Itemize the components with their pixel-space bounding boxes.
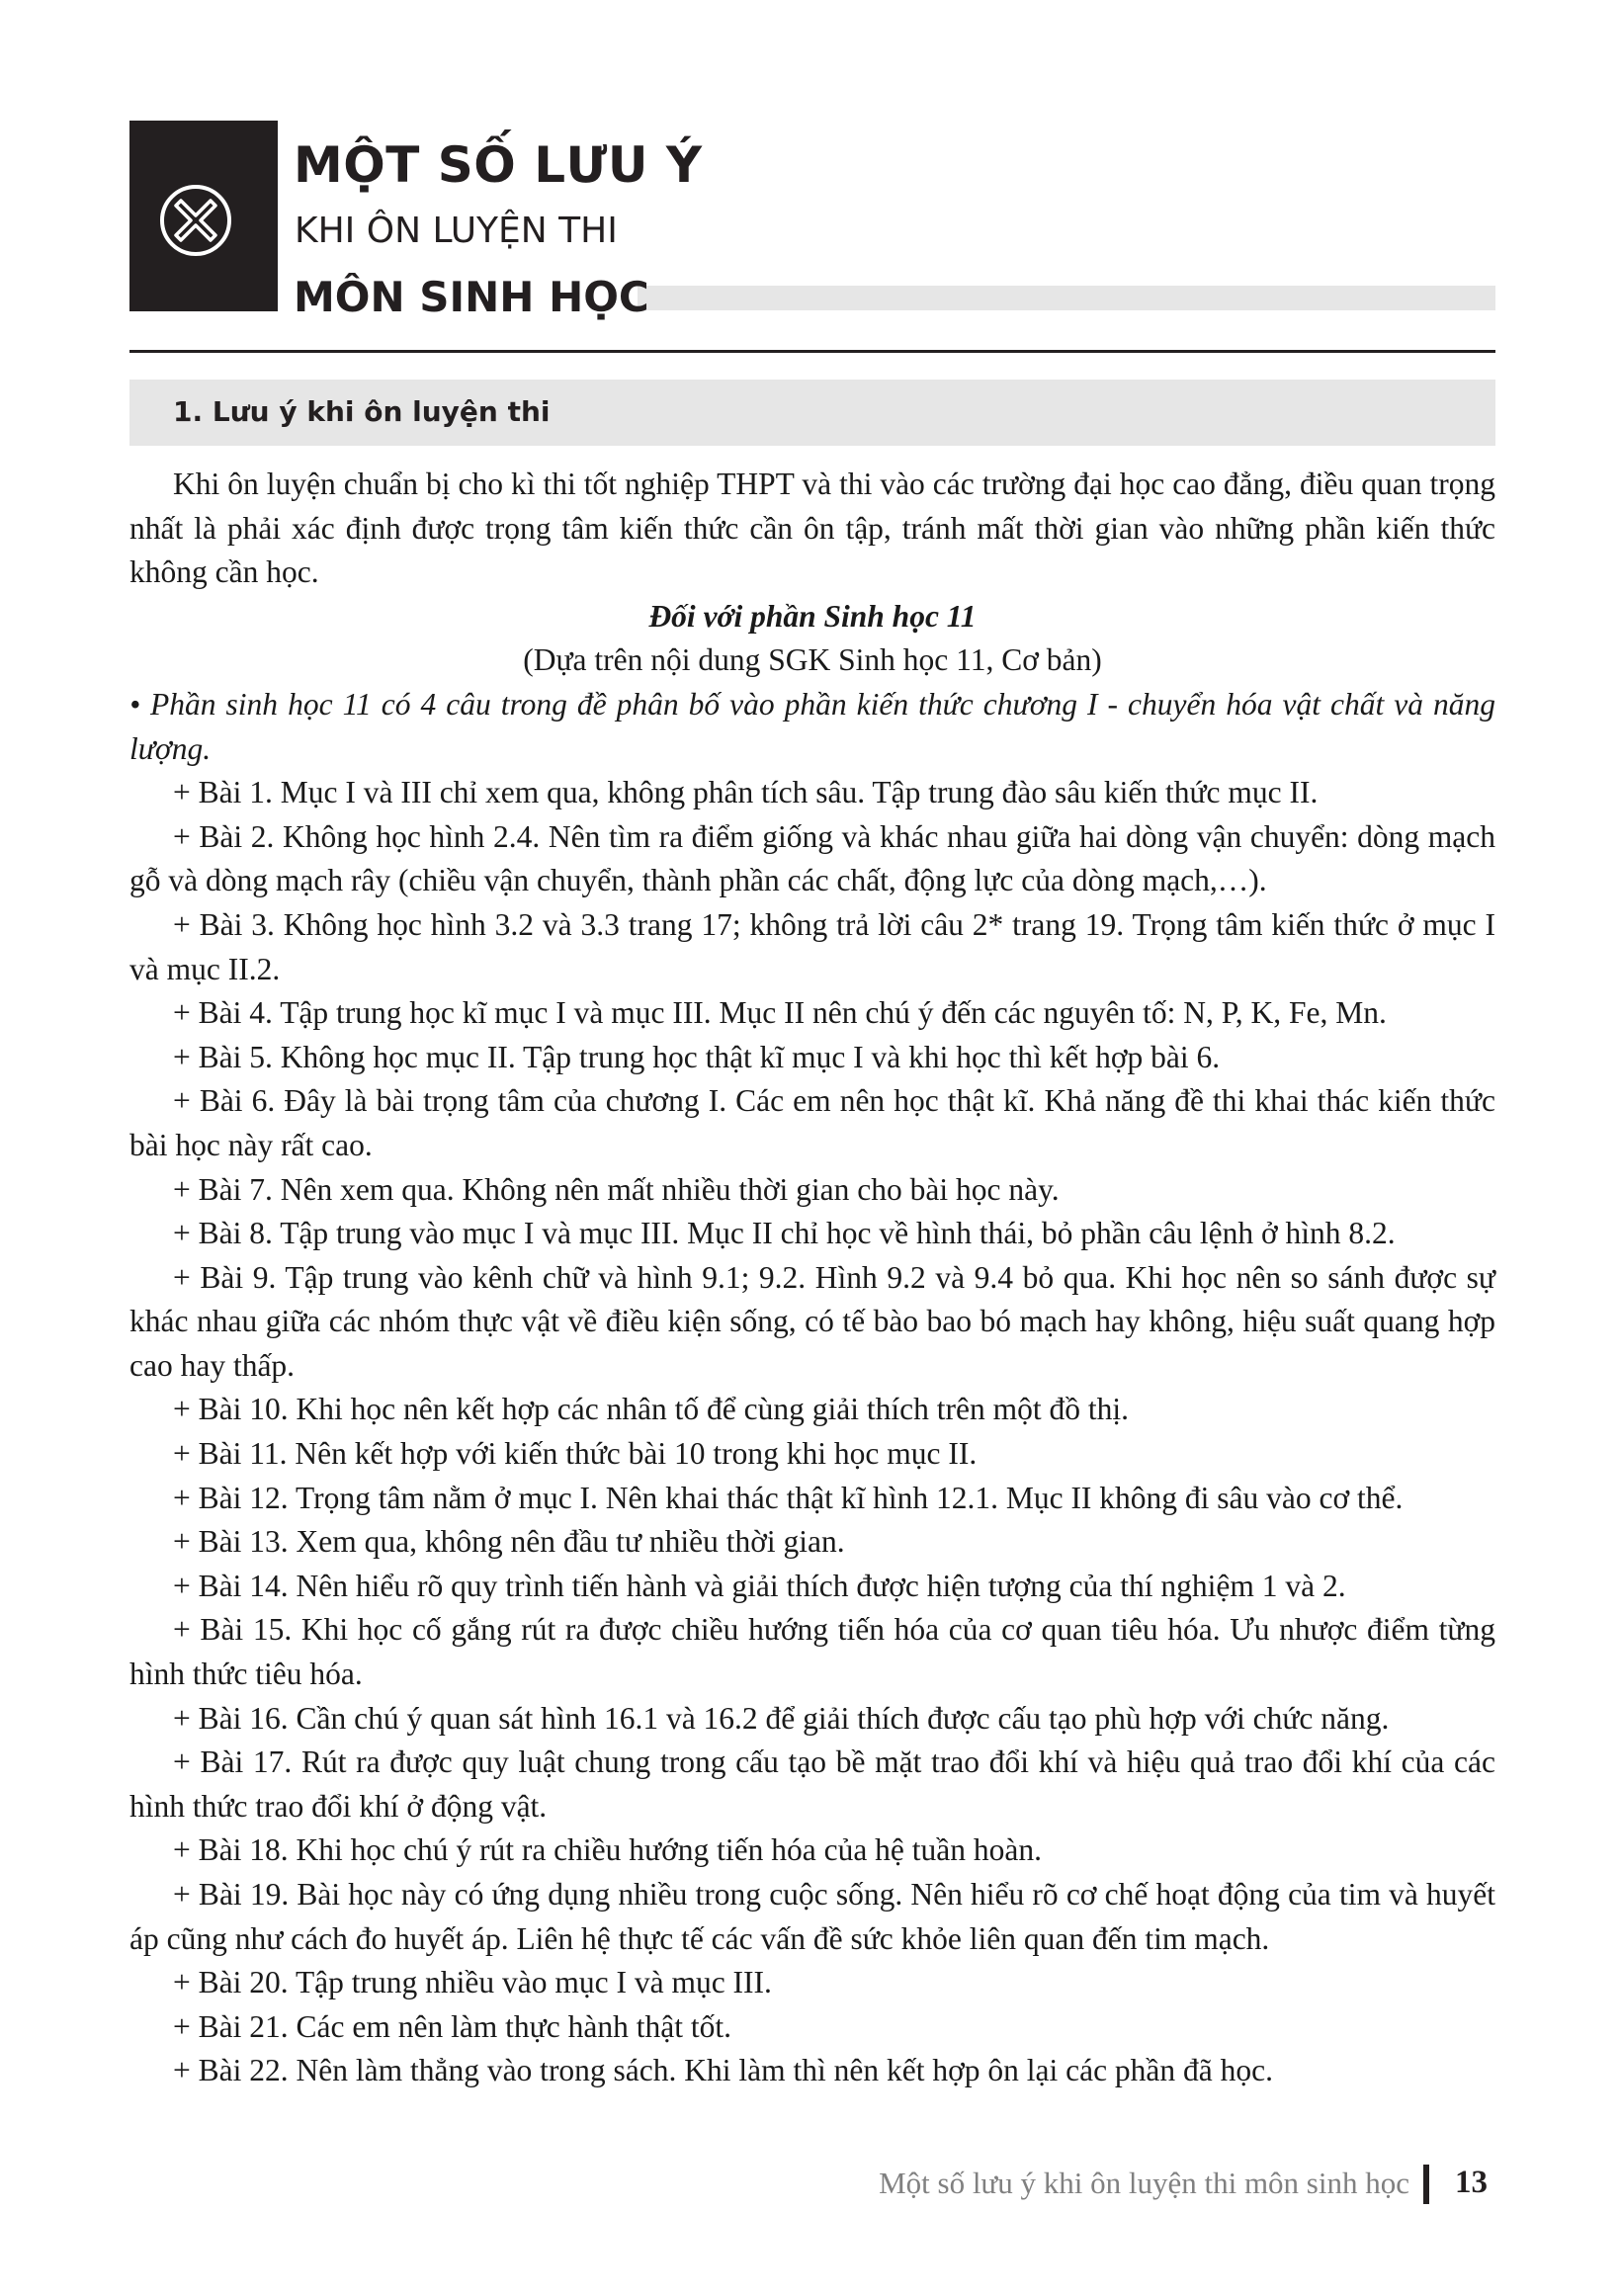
list-item-bai-21: + Bài 21. Các em nên làm thực hành thật tốt. [173,2008,731,2044]
bullet-paragraph: • Phần sinh học 11 có 4 câu trong đề phân bố vào phần kiến thức chương I - chuyển hóa vật chất và năng lượng. [129,686,1495,766]
list-item-bai-3: + Bài 3. Không học hình 3.2 và 3.3 trang 17; không trả lời câu 2* trang 19. Trọng tâm kiến thức ở mục I và mục II.2. [129,906,1495,986]
list-item-bai-4: + Bài 4. Tập trung học kĩ mục I và mục III. Mục II nên chú ý đến các nguyên tố: N, P, K, Fe, Mn. [173,995,1387,1031]
intro-paragraph: Khi ôn luyện chuẩn bị cho kì thi tốt nghiệp THPT và thi vào các trường đại học cao đẳng, điều quan trọng nhất là phải xác định được trọng tâm kiến thức cần ôn tập, tránh mất thời gian vào những phần kiến thức không cần học. [129,467,1495,590]
list-item-bai-17: + Bài 17. Rút ra được quy luật chung trong cấu tạo bề mặt trao đổi khí và hiệu quả trao đổi khí của các hình thức trao đổi khí ở động vật. [129,1744,1495,1824]
list-item-bai-20: + Bài 20. Tập trung nhiều vào mục I và mục III. [173,1965,772,2000]
chapter-title-line-1: MỘT SỐ LƯU Ý [294,136,703,194]
list-item-bai-5: + Bài 5. Không học mục II. Tập trung học thật kĩ mục I và khi học thì kết hợp bài 6. [173,1039,1221,1074]
list-item-bai-2: + Bài 2. Không học hình 2.4. Nên tìm ra điểm giống và khác nhau giữa hai dòng vận chuyển: dòng mạch gỗ và dòng mạch rây (chiều vận chuyển, thành phần các chất, động lực của dòng mạch,…). [129,818,1495,898]
list-item-bai-10: + Bài 10. Khi học nên kết hợp các nhân tố để cùng giải thích trên một đồ thị. [173,1392,1129,1427]
list-item-bai-12: + Bài 12. Trọng tâm nằm ở mục I. Nên khai thác thật kĩ hình 12.1. Mục II không đi sâu vào cơ thể. [173,1480,1404,1515]
list-item-bai-16: + Bài 16. Cần chú ý quan sát hình 16.1 và 16.2 để giải thích được cấu tạo phù hợp với chức năng. [173,1700,1390,1736]
list-item-bai-18: + Bài 18. Khi học chú ý rút ra chiều hướng tiến hóa của hệ tuần hoàn. [173,1832,1043,1868]
list-item-bai-6: + Bài 6. Đây là bài trọng tâm của chương I. Các em nên học thật kĩ. Khả năng đề thi khai thác kiến thức bài học này rất cao. [129,1083,1495,1162]
list-item-bai-8: + Bài 8. Tập trung vào mục I và mục III. Mục II chỉ học về hình thái, bỏ phần câu lệnh ở hình 8.2. [173,1216,1396,1251]
page-number: 13 [1455,2165,1488,2200]
body-text [129,463,1495,2093]
list-item-bai-19: + Bài 19. Bài học này có ứng dụng nhiều trong cuộc sống. Nên hiểu rõ cơ chế hoạt động của tim và huyết áp cũng như cách đo huyết áp. Liên hệ thực tế các vấn đề sức khỏe liên quan đến tim mạch. [129,1877,1495,1956]
list-item-bai-14: + Bài 14. Nên hiểu rõ quy trình tiến hành và giải thích được hiện tượng của thí nghiệm 1 và 2. [173,1568,1346,1603]
subheading: Đối với phần Sinh học 11 [648,598,977,634]
list-item-bai-22: + Bài 22. Nên làm thẳng vào trong sách. Khi làm thì nên kết hợp ôn lại các phần đã học. [173,2053,1274,2088]
footer-separator [1423,2165,1429,2204]
running-footer-title: Một số lưu ý khi ôn luyện thi môn sinh học [879,2166,1409,2200]
section-title: 1. Lưu ý khi ôn luyện thi [173,395,551,428]
x-circle-icon [157,182,234,259]
chapter-title-line-3: MÔN SINH HỌC [294,273,649,321]
list-item-bai-7: + Bài 7. Nên xem qua. Không nên mất nhiều thời gian cho bài học này. [173,1171,1060,1207]
header-divider [129,350,1495,353]
list-item-bai-1: + Bài 1. Mục I và III chỉ xem qua, không phân tích sâu. Tập trung đào sâu kiến thức mục II. [173,775,1319,810]
subheading-note: (Dựa trên nội dung SGK Sinh học 11, Cơ bản) [523,642,1102,678]
chapter-title-line-2: KHI ÔN LUYỆN THI [295,211,618,251]
list-item-bai-11: + Bài 11. Nên kết hợp với kiến thức bài 10 trong khi học mục II. [173,1436,978,1472]
list-item-bai-15: + Bài 15. Khi học cố gắng rút ra được chiều hướng tiến hóa của cơ quan tiêu hóa. Ưu nhược điểm từng hình thức tiêu hóa. [129,1612,1495,1692]
title-accent-bar [638,286,1495,310]
list-item-bai-9: + Bài 9. Tập trung vào kênh chữ và hình 9.1; 9.2. Hình 9.2 và 9.4 bỏ qua. Khi học nên so sánh được sự khác nhau giữa các nhóm thực vật về điều kiện sống, có tế bào bao bó mạch hay không, hiệu suất quang hợp cao hay thấp. [129,1259,1495,1383]
list-item-bai-13: + Bài 13. Xem qua, không nên đầu tư nhiều thời gian. [173,1524,845,1560]
